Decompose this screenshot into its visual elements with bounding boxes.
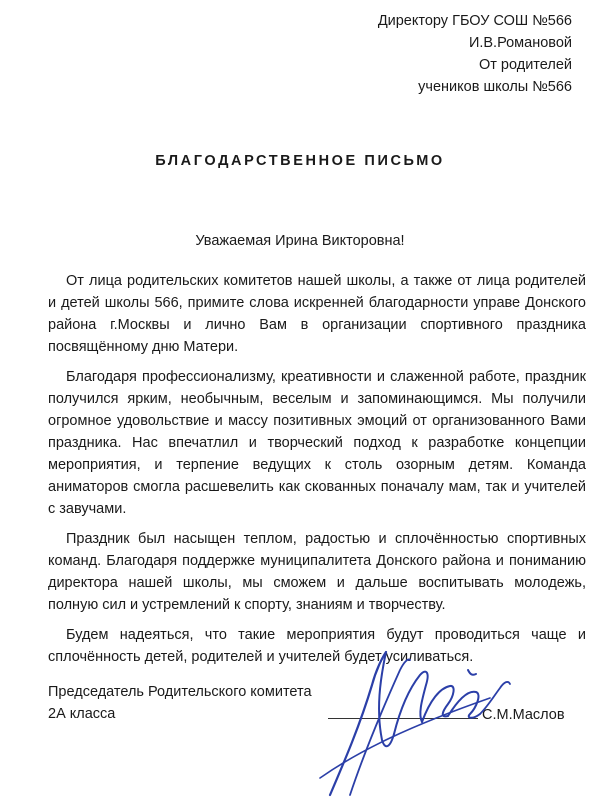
body-paragraph-2: Благодаря профессионализму, креативности и слаженной работе, праздник получился ярким, необычным, веселым и запоминающимся. Мы получили огромное удовольствие и массу позитивных эмоций от организованного Вами праздника. Нас впечатлил и творческий подход к разработке концепции мероприятия, и терпение ведущих к столь озорным детям. Команда аниматоров смогла расшевелить как скованных поначалу мам, так и учителей с завучами. [48,369,586,517]
signatory-position [48,681,312,725]
letter-title: БЛАГОДАРСТВЕННОЕ ПИСЬМО [155,153,445,169]
letter-body [48,270,586,676]
addressee-line-2: И.В.Романовой [468,35,572,51]
handwritten-signature-icon [290,630,520,800]
body-paragraph-4: Будем надеяться, что такие мероприятия будут проводиться чаще и сплочённость детей, родителей и учителей будет усиливаться. [48,627,586,665]
addressee-line-1: Директору ГБОУ СОШ №566 [377,13,572,29]
signatory-position-line-2: 2А класса [48,706,116,722]
salutation: Уважаемая Ирина Викторовна! [195,233,405,249]
body-paragraph-1: От лица родительских комитетов нашей школы, а также от лица родителей и детей школы 566, примите слова искренней благодарности управе Донского района г.Москвы и лично Вам в организации спортивного праздника посвящённому дню Матери. [48,273,586,355]
addressee-block [332,10,572,98]
addressee-line-3: От родителей [478,57,572,73]
addressee-line-4: учеников школы №566 [418,79,572,95]
signatory-name: С.М.Маслов [482,707,565,723]
body-paragraph-3: Праздник был насыщен теплом, радостью и сплочённостью спортивных команд. Благодаря поддержке муниципалитета Донского района и пониманию директора нашей школы, мы сможем и дальше воспитывать молодежь, полную сил и устремлений к спорту, знаниям и творчеству. [48,531,586,613]
signatory-position-line-1: Председатель Родительского комитета [48,684,312,700]
